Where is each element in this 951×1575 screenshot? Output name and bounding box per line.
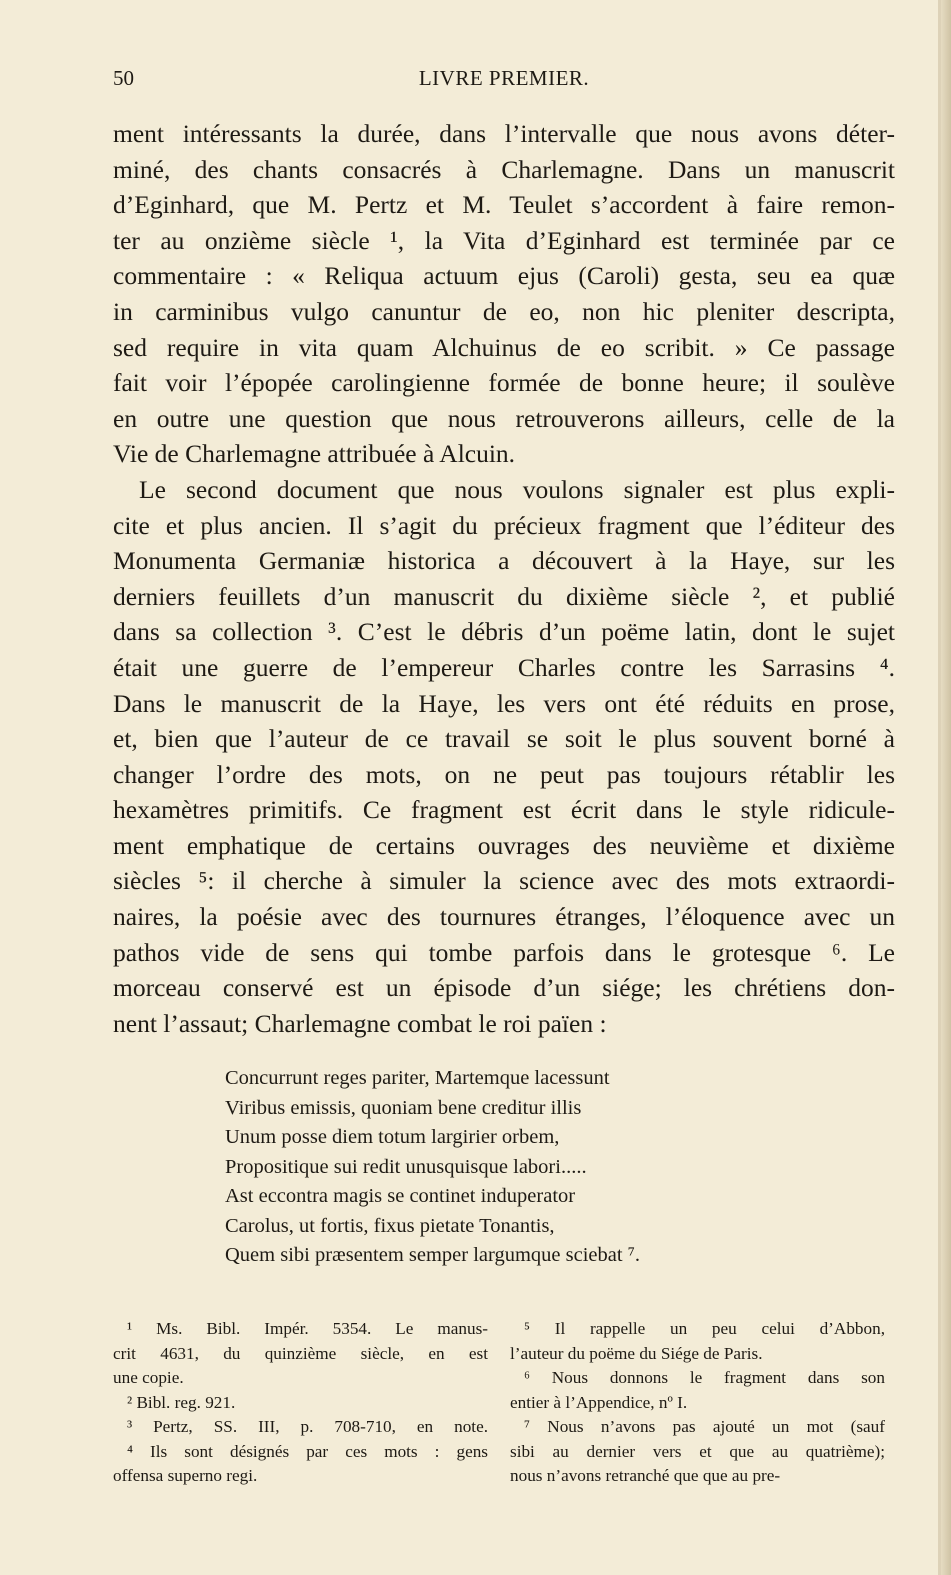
body-line: ment intéressants la durée, dans l’intervalle que nous avons déter- [113, 119, 895, 148]
footnote-line: ⁴ Ils sont désignés par ces mots : gens [127, 1441, 488, 1461]
body-line: morceau conservé est un épisode d’un siége; les chrétiens don- [113, 973, 895, 1003]
footnote-line: crit 4631, du quinzième siècle, en est [113, 1343, 488, 1363]
body-line: fait voir l’épopée carolingienne formée de bonne heure; il soulève [113, 368, 895, 398]
body-line: pathos vide de sens qui tombe parfois dans le grotesque ⁶. Le [113, 937, 895, 967]
body-line: derniers feuillets d’un manuscrit du dixième siècle ², et publié [113, 581, 895, 611]
verse-line: Quem sibi præsentem semper largumque sciebat ⁷. [225, 1244, 640, 1266]
footnote-line: ⁶ Nous donnons le fragment dans son [524, 1368, 885, 1387]
body-line: siècles ⁵: il cherche à simuler la science avec des mots extraordi- [113, 866, 895, 896]
body-line: Vie de Charlemagne attribuée à Alcuin. [113, 439, 516, 469]
verse-line: Unum posse diem totum largirier orbem, [225, 1126, 560, 1148]
body-line: sed require in vita quam Alchuinus de eo scribit. » Ce passage [113, 332, 895, 362]
footnote-line: entier à l’Appendice, nº I. [510, 1392, 688, 1412]
body-line: ment emphatique de certains ouvrages des neuvième et dixième [113, 830, 895, 860]
body-line: était une guerre de l’empereur Charles contre les Sarrasins ⁴. [113, 652, 895, 682]
body-line: dans sa collection ³. C’est le débris d’un poëme latin, dont le sujet [113, 617, 895, 647]
running-head: LIVRE PREMIER. [418, 66, 590, 90]
footnote-line: ¹ Ms. Bibl. Impér. 5354. Le manus- [127, 1319, 488, 1338]
verse-line: Propositique sui redit unusquisque labori..... [225, 1155, 587, 1178]
body-line: ter au onzième siècle ¹, la Vita d’Eginhard est terminée par ce [113, 225, 895, 255]
footnote-line: sibi au dernier vers et que au quatrième); [510, 1441, 885, 1461]
footnote-line: ² Bibl. reg. 921. [127, 1392, 236, 1412]
footnote-line: une copie. [113, 1368, 184, 1387]
verse-line: Ast eccontra magis se continet induperator [225, 1185, 576, 1207]
body-line: hexamètres primitifs. Ce fragment est écrit dans le style ridicule- [113, 795, 895, 825]
body-line: changer l’ordre des mots, on ne peut pas toujours rétablir les [113, 759, 895, 789]
body-line: et, bien que l’auteur de ce travail se soit le plus souvent borné à [113, 724, 895, 754]
footnotes-left-column [113, 1317, 488, 1489]
footnote-line: nous n’avons retranché que que au pre- [510, 1466, 781, 1485]
body-line: in carminibus vulgo canuntur de eo, non hic pleniter descripta, [113, 296, 895, 326]
footnote-line: ⁵ Il rappelle un peu celui d’Abbon, [524, 1319, 885, 1338]
footnote-line: ³ Pertz, SS. III, p. 708-710, en note. [127, 1417, 488, 1436]
body-line: nent l’assaut; Charlemagne combat le roi païen : [113, 1008, 607, 1038]
body-line: Le second document que nous voulons signaler est plus expli- [139, 474, 895, 504]
verse-line: Viribus emissis, quoniam bene creditur illis [225, 1096, 582, 1119]
body-line: miné, des chants consacrés à Charlemagne. Dans un manuscrit [113, 154, 895, 184]
body-line: Dans le manuscrit de la Haye, les vers ont été réduits en prose, [113, 688, 895, 718]
footnote-line: l’auteur du poëme du Siége de Paris. [510, 1343, 763, 1363]
body-line: commentaire : « Reliqua actuum ejus (Caroli) gesta, seu ea quæ [113, 261, 895, 291]
body-line: Monumenta Germaniæ historica a découvert à la Haye, sur les [113, 546, 895, 576]
page-edge [941, 0, 951, 1575]
body-line: cite et plus ancien. Il s’agit du précieux fragment que l’éditeur des [113, 510, 895, 540]
verse-quotation [225, 1064, 845, 1271]
body-line: en outre une question que nous retrouverons ailleurs, celle de la [113, 403, 895, 433]
body-line: d’Eginhard, que M. Pertz et M. Teulet s’accordent à faire remon- [113, 190, 895, 220]
page-header [113, 66, 895, 96]
page-number: 50 [113, 66, 134, 90]
footnote-line: offensa superno regi. [113, 1466, 258, 1485]
verse-line: Concurrunt reges pariter, Martemque lacessunt [225, 1067, 610, 1089]
footnotes-right-column [510, 1317, 885, 1489]
body-line: naires, la poésie avec des tournures étranges, l’éloquence avec un [113, 902, 895, 932]
footnote-line: ⁷ Nous n’avons pas ajouté un mot (sauf [524, 1417, 885, 1436]
body-text [113, 116, 895, 1041]
verse-line: Carolus, ut fortis, fixus pietate Tonantis, [225, 1214, 555, 1237]
